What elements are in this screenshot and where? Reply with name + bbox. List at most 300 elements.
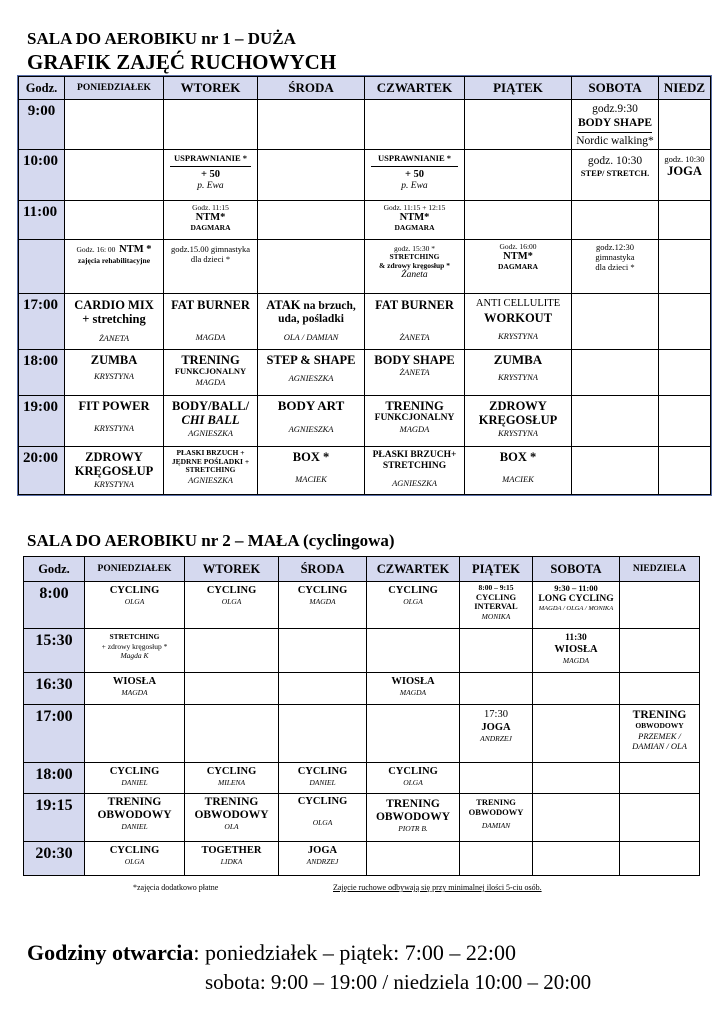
class-time: Godz. 16: 00 NTM * bbox=[76, 244, 152, 255]
schedule-cell bbox=[460, 629, 533, 673]
class-instructor: PRZEMEK / bbox=[638, 730, 681, 741]
footnote-extra-paid: *zajęcia dodatkowo płatne bbox=[133, 883, 219, 892]
class-name: ZUMBA bbox=[493, 352, 543, 367]
schedule-cell bbox=[279, 763, 367, 794]
class-extra: Nordic walking* bbox=[576, 135, 654, 148]
class-instructor: OLGA bbox=[403, 778, 423, 788]
class-name: OBWODOWY bbox=[468, 806, 524, 817]
class-name: ZUMBA bbox=[90, 353, 138, 367]
class-instructor: OLGA bbox=[403, 597, 423, 607]
header-friday: PIĄTEK bbox=[465, 77, 572, 100]
schedule-cell bbox=[465, 396, 572, 447]
schedule-cell bbox=[460, 763, 533, 794]
schedule-cell bbox=[367, 842, 460, 876]
class-time: godz. 15:30 * bbox=[393, 244, 436, 253]
schedule-cell bbox=[185, 629, 279, 673]
hall2-header-row bbox=[24, 557, 700, 582]
schedule-cell bbox=[185, 673, 279, 705]
class-name: FUNKCJONALNY bbox=[174, 366, 247, 377]
class-instructor: DAMIAN bbox=[481, 820, 511, 830]
schedule-cell bbox=[279, 629, 367, 673]
schedule-cell bbox=[164, 100, 258, 150]
opening-hours-label: Godziny otwarcia bbox=[27, 940, 194, 965]
class-name: CYCLING bbox=[475, 591, 517, 602]
schedule-cell bbox=[185, 842, 279, 876]
schedule-cell bbox=[279, 705, 367, 763]
class-name: KRĘGOSŁUP bbox=[478, 413, 558, 428]
class-name: CYCLING bbox=[297, 585, 348, 596]
schedule-cell bbox=[659, 201, 711, 240]
schedule-cell bbox=[258, 396, 365, 447]
table-row bbox=[24, 629, 700, 673]
schedule-cell bbox=[465, 201, 572, 240]
schedule-cell bbox=[572, 350, 659, 396]
header-monday: PONIEDZIAŁEK bbox=[85, 557, 185, 582]
class-name: LONG CYCLING bbox=[538, 593, 614, 604]
hall2-schedule-table bbox=[23, 556, 700, 876]
header-saturday: SOBOTA bbox=[533, 557, 620, 582]
class-name: TRENING bbox=[385, 399, 444, 413]
schedule-cell bbox=[533, 582, 620, 629]
class-name: OBWODOWY bbox=[375, 811, 451, 824]
class-instructor: PIOTR B. bbox=[398, 824, 428, 834]
class-instructor: MACIEK bbox=[295, 474, 327, 485]
hall2-title: SALA DO AEROBIKU nr 2 – MAŁA (cyclingowa) bbox=[27, 531, 395, 550]
class-instructor: AGNIESZKA bbox=[392, 477, 437, 488]
opening-hours-weekdays bbox=[27, 940, 516, 966]
class-name: JOGA bbox=[307, 845, 338, 856]
class-instructor: KRYSTYNA bbox=[93, 423, 134, 434]
schedule-cell bbox=[367, 673, 460, 705]
schedule-cell bbox=[85, 582, 185, 629]
class-instructor: MAGDA / OLGA / MONIKA bbox=[538, 604, 614, 612]
class-time: 8:00 – 9:15 bbox=[478, 583, 514, 592]
class-instructor: ŻANETA bbox=[399, 367, 430, 378]
class-name: NTM* bbox=[503, 251, 533, 262]
schedule-cell bbox=[65, 100, 164, 150]
class-name: BOX * bbox=[292, 450, 330, 464]
schedule-cell bbox=[164, 396, 258, 447]
class-instructor: OLGA bbox=[124, 857, 145, 867]
class-instructor: p. Ewa bbox=[197, 180, 224, 191]
class-time: godz. 10:30 bbox=[587, 155, 643, 167]
class-instructor: OLGA bbox=[124, 597, 145, 607]
class-name: FUNKCJONALNY bbox=[374, 413, 455, 424]
class-name: ZDROWY bbox=[85, 450, 143, 464]
time-cell: 20:00 bbox=[19, 447, 65, 495]
class-name: CYCLING bbox=[206, 585, 257, 596]
class-name: CYCLING bbox=[388, 585, 438, 596]
class-name: CYCLING bbox=[206, 766, 257, 777]
schedule-cell bbox=[465, 240, 572, 294]
class-instructor: DAGMARA bbox=[394, 223, 435, 233]
schedule-cell bbox=[533, 705, 620, 763]
class-name: FAT BURNER bbox=[375, 298, 454, 312]
class-name: TRENING bbox=[204, 796, 259, 808]
schedule-cell bbox=[460, 705, 533, 763]
class-instructor: DANIEL bbox=[121, 822, 148, 832]
schedule-cell bbox=[164, 201, 258, 240]
time-cell: 9:00 bbox=[19, 100, 65, 150]
table-row bbox=[24, 705, 700, 763]
class-name: STRETCHING bbox=[382, 460, 447, 471]
schedule-cell bbox=[465, 100, 572, 150]
table-row bbox=[19, 350, 711, 396]
schedule-cell bbox=[367, 763, 460, 794]
schedule-cell bbox=[258, 150, 365, 201]
class-name: godz.15.00 gimnastyka bbox=[170, 244, 251, 254]
class-instructor: LIDKA bbox=[220, 857, 243, 867]
schedule-cell bbox=[365, 294, 465, 350]
class-extra: dla dzieci * bbox=[190, 254, 231, 265]
class-instructor: DANIEL bbox=[309, 778, 336, 788]
class-name: WIOSŁA bbox=[112, 676, 157, 687]
class-name: STRETCHING bbox=[185, 465, 236, 475]
schedule-cell bbox=[659, 294, 711, 350]
schedule-cell bbox=[279, 794, 367, 842]
table-row bbox=[24, 673, 700, 705]
schedule-cell bbox=[572, 294, 659, 350]
class-name: PŁASKI BRZUCH + bbox=[176, 448, 245, 457]
class-name: TRENING bbox=[476, 797, 516, 807]
class-name: CHI BALL bbox=[181, 413, 240, 428]
class-name: STEP/ STRETCH. bbox=[580, 167, 650, 178]
schedule-cell bbox=[365, 150, 465, 201]
class-name: USPRAWNIANIE * bbox=[378, 153, 451, 163]
class-name: WORKOUT bbox=[483, 310, 553, 325]
class-name: ZDROWY bbox=[489, 399, 547, 413]
time-cell: 19:00 bbox=[19, 396, 65, 447]
schedule-cell bbox=[659, 150, 711, 201]
header-hour: Godz. bbox=[19, 77, 65, 100]
schedule-cell bbox=[460, 582, 533, 629]
table-row bbox=[19, 100, 711, 150]
table-row bbox=[24, 842, 700, 876]
class-name: CYCLING bbox=[109, 845, 160, 856]
header-thursday: CZWARTEK bbox=[367, 557, 460, 582]
class-name: gimnastyka bbox=[595, 252, 635, 263]
schedule-cell bbox=[460, 794, 533, 842]
class-instructor: DAGMARA bbox=[190, 223, 231, 233]
class-name: CYCLING bbox=[109, 766, 160, 777]
schedule-cell bbox=[365, 201, 465, 240]
header-tuesday: WTOREK bbox=[164, 77, 258, 100]
class-instructor: ŻANETA bbox=[399, 332, 430, 343]
class-name: NTM* bbox=[399, 212, 430, 223]
schedule-cell bbox=[85, 673, 185, 705]
class-time: 9:30 – 11:00 bbox=[554, 583, 598, 593]
schedule-cell bbox=[85, 763, 185, 794]
table-row bbox=[24, 763, 700, 794]
schedule-cell bbox=[533, 673, 620, 705]
schedule-cell bbox=[367, 582, 460, 629]
schedule-cell bbox=[533, 629, 620, 673]
schedule-cell bbox=[572, 201, 659, 240]
class-extra: + 50 bbox=[200, 168, 221, 180]
schedule-title: GRAFIK ZAJĘĆ RUCHOWYCH bbox=[27, 50, 337, 74]
schedule-cell bbox=[365, 350, 465, 396]
schedule-cell bbox=[465, 150, 572, 201]
class-name: CYCLING bbox=[297, 766, 348, 777]
footnote-minimum: Zajęcie ruchowe odbywają się przy minimalnej ilości 5-ciu osób. bbox=[333, 883, 542, 892]
class-extra: zajęcia rehabilitacyjne bbox=[77, 255, 151, 265]
schedule-cell bbox=[258, 447, 365, 495]
schedule-cell bbox=[279, 673, 367, 705]
schedule-cell bbox=[279, 842, 367, 876]
class-name: TRENING bbox=[107, 796, 162, 808]
schedule-cell bbox=[572, 240, 659, 294]
table-row bbox=[24, 582, 700, 629]
schedule-cell bbox=[185, 794, 279, 842]
schedule-cell bbox=[258, 201, 365, 240]
class-name: USPRAWNIANIE * bbox=[174, 153, 247, 163]
class-instructor: OLA / DAMIAN bbox=[283, 332, 339, 343]
time-cell: 17:00 bbox=[19, 294, 65, 350]
class-name: WIOSŁA bbox=[391, 676, 435, 687]
class-name: CYCLING bbox=[297, 796, 348, 807]
class-extra: & zdrowy kręgosłup * bbox=[379, 260, 450, 270]
schedule-cell bbox=[367, 629, 460, 673]
class-name: FIT POWER bbox=[78, 399, 150, 413]
schedule-cell bbox=[620, 673, 700, 705]
schedule-cell bbox=[258, 240, 365, 294]
class-instructor: DANIEL bbox=[121, 778, 148, 788]
header-wednesday: ŚRODA bbox=[279, 557, 367, 582]
class-instructor: KRYSTYNA bbox=[93, 478, 134, 489]
class-name: BODY ART bbox=[277, 398, 345, 413]
schedule-cell bbox=[572, 150, 659, 201]
time-cell: 16:30 bbox=[24, 673, 85, 705]
schedule-cell bbox=[465, 294, 572, 350]
schedule-cell bbox=[185, 705, 279, 763]
schedule-cell bbox=[367, 705, 460, 763]
hall1-header-row bbox=[19, 77, 711, 100]
table-row bbox=[19, 447, 711, 495]
schedule-cell bbox=[65, 447, 164, 495]
class-time: Godz. 11:15 bbox=[192, 203, 229, 212]
header-wednesday: ŚRODA bbox=[258, 77, 365, 100]
class-time: godz.9:30 bbox=[592, 103, 638, 115]
header-thursday: CZWARTEK bbox=[365, 77, 465, 100]
schedule-cell bbox=[365, 100, 465, 150]
class-name: ATAK na brzuch, bbox=[266, 298, 356, 312]
schedule-cell bbox=[659, 100, 711, 150]
schedule-cell bbox=[258, 350, 365, 396]
class-name: JĘDRNE POŚLADKI + bbox=[171, 456, 250, 466]
schedule-cell bbox=[65, 294, 164, 350]
cell-divider bbox=[578, 132, 652, 133]
time-cell: 11:00 bbox=[19, 201, 65, 240]
class-extra: + 50 bbox=[404, 168, 425, 180]
class-time: godz.12:30 bbox=[595, 242, 634, 252]
hall1-subtitle: SALA DO AEROBIKU nr 1 – DUŻA bbox=[27, 29, 296, 48]
time-cell: 18:00 bbox=[24, 763, 85, 794]
class-instructor: MAGDA bbox=[121, 688, 148, 698]
schedule-cell bbox=[85, 629, 185, 673]
schedule-cell bbox=[572, 396, 659, 447]
class-instructor: MACIEK bbox=[502, 474, 534, 485]
schedule-cell bbox=[65, 350, 164, 396]
schedule-cell bbox=[164, 350, 258, 396]
class-instructor: KRYSTYNA bbox=[497, 427, 538, 438]
time-cell: 10:00 bbox=[19, 150, 65, 201]
class-instructor: MILENA bbox=[217, 778, 246, 788]
class-instructor: ANDRZEJ bbox=[306, 857, 339, 867]
schedule-cell bbox=[659, 350, 711, 396]
class-instructor: AGNIESZKA bbox=[288, 373, 334, 384]
schedule-cell bbox=[279, 582, 367, 629]
schedule-cell bbox=[85, 705, 185, 763]
schedule-cell bbox=[533, 763, 620, 794]
schedule-cell bbox=[258, 294, 365, 350]
schedule-cell bbox=[572, 100, 659, 150]
class-extra: dla dzieci * bbox=[595, 262, 635, 273]
time-cell: 20:30 bbox=[24, 842, 85, 876]
time-cell: 19:15 bbox=[24, 794, 85, 842]
time-cell: 8:00 bbox=[24, 582, 85, 629]
schedule-cell bbox=[164, 447, 258, 495]
schedule-cell bbox=[65, 240, 164, 294]
class-name: INTERVAL bbox=[474, 601, 518, 612]
class-time: Godz. 16:00 bbox=[499, 242, 537, 251]
class-name: STEP & SHAPE bbox=[266, 353, 356, 367]
class-instructor: Magda K bbox=[120, 650, 149, 660]
class-name: TOGETHER bbox=[201, 845, 262, 856]
schedule-cell bbox=[365, 447, 465, 495]
schedule-cell bbox=[164, 150, 258, 201]
cell-divider bbox=[371, 166, 458, 167]
schedule-cell bbox=[620, 763, 700, 794]
class-instructor: DAMIAN / OLA bbox=[632, 741, 687, 752]
schedule-cell bbox=[659, 447, 711, 495]
class-name: BOX * bbox=[499, 450, 537, 464]
class-instructor: KRYSTYNA bbox=[497, 330, 538, 341]
time-cell: 15:30 bbox=[24, 629, 85, 673]
class-instructor: MAGDA bbox=[562, 655, 590, 665]
class-instructor: KRYSTYNA bbox=[93, 371, 134, 382]
schedule-cell bbox=[258, 100, 365, 150]
class-time: 11:30 bbox=[565, 633, 587, 643]
class-instructor: KRYSTYNA bbox=[497, 371, 538, 382]
schedule-cell bbox=[620, 705, 700, 763]
schedule-cell bbox=[620, 794, 700, 842]
cell-divider bbox=[170, 166, 251, 167]
class-instructor: MAGDA bbox=[309, 597, 336, 607]
schedule-cell bbox=[65, 150, 164, 201]
schedule-cell bbox=[659, 396, 711, 447]
class-name: NTM* bbox=[195, 212, 226, 223]
class-name: FAT BURNER bbox=[171, 298, 250, 312]
time-cell: 18:00 bbox=[19, 350, 65, 396]
schedule-cell bbox=[185, 582, 279, 629]
class-name: CYCLING bbox=[109, 585, 160, 596]
class-name: BODY SHAPE bbox=[577, 116, 652, 129]
class-instructor: MAGDA bbox=[195, 332, 226, 343]
hall1-schedule-table bbox=[18, 76, 711, 495]
class-name: PŁASKI BRZUCH+ bbox=[372, 450, 457, 460]
class-name: BODY SHAPE bbox=[374, 353, 455, 367]
schedule-cell bbox=[85, 794, 185, 842]
class-name: JOGA bbox=[667, 164, 702, 179]
header-sunday: NIEDZ bbox=[659, 77, 711, 100]
table-row bbox=[24, 794, 700, 842]
class-name: TRENING bbox=[632, 709, 687, 721]
schedule-cell bbox=[460, 842, 533, 876]
header-sunday: NIEDZIELA bbox=[620, 557, 700, 582]
class-name: STRETCHING bbox=[389, 252, 440, 261]
schedule-cell bbox=[365, 396, 465, 447]
header-tuesday: WTOREK bbox=[185, 557, 279, 582]
class-instructor: DAGMARA bbox=[498, 262, 538, 272]
schedule-cell bbox=[65, 396, 164, 447]
class-name: + stretching bbox=[82, 312, 146, 327]
class-instructor: MAGDA bbox=[195, 377, 226, 388]
class-instructor: Żaneta bbox=[401, 270, 428, 281]
class-name: WIOSŁA bbox=[554, 643, 598, 655]
class-instructor: MONIKA bbox=[481, 612, 511, 622]
schedule-cell bbox=[620, 629, 700, 673]
class-extra: + zdrowy kręgosłup * bbox=[101, 641, 168, 651]
table-row bbox=[19, 294, 711, 350]
time-cell bbox=[19, 240, 65, 294]
schedule-cell bbox=[367, 794, 460, 842]
schedule-cell bbox=[65, 201, 164, 240]
schedule-cell bbox=[533, 794, 620, 842]
table-row bbox=[19, 240, 711, 294]
class-name: STRETCHING bbox=[109, 632, 160, 641]
class-name: CYCLING bbox=[388, 766, 438, 777]
class-time: Godz. 11:15 + 12:15 bbox=[383, 203, 446, 212]
class-name: CARDIO MIX bbox=[74, 298, 154, 312]
table-row bbox=[19, 396, 711, 447]
schedule-cell bbox=[460, 673, 533, 705]
schedule-cell bbox=[164, 294, 258, 350]
class-extra: uda, pośladki bbox=[278, 313, 344, 326]
class-instructor: OLA bbox=[224, 822, 239, 832]
schedule-cell bbox=[659, 240, 711, 294]
class-instructor: AGNIESZKA bbox=[288, 423, 334, 434]
class-name: OBWODOWY bbox=[194, 809, 269, 822]
schedule-cell bbox=[164, 240, 258, 294]
header-saturday: SOBOTA bbox=[572, 77, 659, 100]
class-name: OBWODOWY bbox=[635, 721, 684, 731]
schedule-cell bbox=[85, 842, 185, 876]
class-time: 17:30 bbox=[484, 709, 508, 720]
schedule-cell bbox=[365, 240, 465, 294]
table-row bbox=[19, 201, 711, 240]
opening-hours-weekdays-text: : poniedziałek – piątek: 7:00 – 22:00 bbox=[193, 940, 517, 965]
schedule-cell bbox=[465, 350, 572, 396]
opening-hours-weekend: sobota: 9:00 – 19:00 / niedziela 10:00 – 20:00 bbox=[205, 970, 592, 994]
class-instructor: OLGA bbox=[221, 597, 242, 607]
class-name: TRENING bbox=[386, 798, 440, 810]
header-friday: PIĄTEK bbox=[460, 557, 533, 582]
class-instructor: p. Ewa bbox=[401, 180, 428, 191]
class-instructor: MAGDA bbox=[399, 688, 427, 698]
class-name: OBWODOWY bbox=[97, 809, 172, 822]
class-name: TRENING bbox=[181, 353, 240, 367]
header-hour: Godz. bbox=[24, 557, 85, 582]
schedule-cell bbox=[620, 582, 700, 629]
class-instructor: OLGA bbox=[312, 818, 333, 828]
class-time: godz. 10:30 bbox=[664, 154, 705, 164]
class-name: KRĘGOSŁUP bbox=[74, 464, 154, 479]
class-instructor: ANDRZEJ bbox=[480, 733, 512, 743]
class-instructor: AGNIESZKA bbox=[188, 474, 233, 485]
header-monday: PONIEDZIAŁEK bbox=[65, 77, 164, 100]
schedule-cell bbox=[465, 447, 572, 495]
schedule-cell bbox=[533, 842, 620, 876]
